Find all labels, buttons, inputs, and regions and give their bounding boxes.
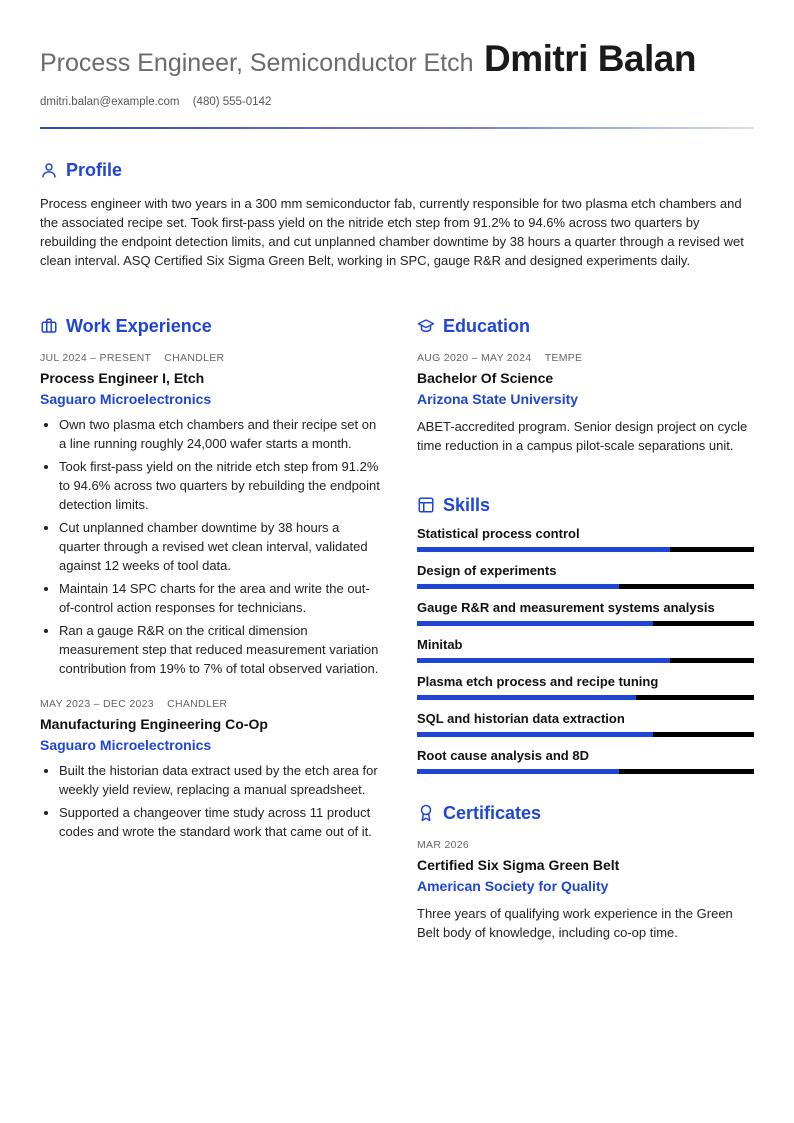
skill-item — [417, 600, 754, 637]
bullet-item: • Took first-pass yield on the nitride etch step from 91.2% to 94.6% across two quarters by rebuilding the endpoint detection limits. — [59, 457, 380, 514]
bullet-item: • Ran a gauge R&R on the critical dimension measurement step that reduced measurement variation contribution from 19% to 7% of total observed variation. — [59, 621, 380, 678]
skill-name: Gauge R&R and measurement systems analysis — [417, 600, 715, 615]
skill-bar-fill — [417, 584, 619, 589]
skill-item — [417, 674, 754, 711]
certificates-title: Certificates — [443, 802, 542, 823]
job-title: Manufacturing Engineering Co-Op — [40, 716, 268, 732]
job-location: CHANDLER — [164, 352, 225, 364]
skill-bar — [417, 584, 754, 589]
job-meta — [40, 352, 380, 364]
skill-name: Minitab — [417, 637, 463, 652]
certificates-section — [417, 801, 754, 942]
skills-heading — [417, 493, 754, 517]
bullet-item: • Supported a changeover time study across 11 product codes and wrote the standard work that came out of it. — [59, 803, 380, 841]
skill-name: SQL and historian data extraction — [417, 711, 625, 726]
layout-icon — [417, 496, 435, 514]
bullet-item: • Built the historian data extract used by the etch area for weekly yield review, replacing a manual spreadsheet. — [59, 761, 380, 799]
skill-item — [417, 748, 754, 785]
skill-bar — [417, 769, 754, 774]
skill-item — [417, 711, 754, 748]
skill-name: Root cause analysis and 8D — [417, 748, 589, 763]
candidate-name: Dmitri Balan — [484, 38, 696, 79]
job-entry — [40, 352, 380, 678]
skill-name: Design of experiments — [417, 563, 557, 578]
education-dates: AUG 2020 – MAY 2024 — [417, 352, 532, 364]
skill-item — [417, 637, 754, 674]
graduation-cap-icon — [417, 317, 435, 335]
skill-bar-fill — [417, 547, 670, 552]
job-title: Process Engineer I, Etch — [40, 370, 205, 386]
skill-name: Plasma etch process and recipe tuning — [417, 674, 659, 689]
education-meta — [417, 352, 754, 364]
certificate-issuer: American Society for Quality — [417, 878, 609, 894]
company-name: Saguaro Microelectronics — [40, 737, 212, 753]
right-column — [417, 314, 754, 942]
profile-title: Profile — [66, 159, 123, 180]
certificate-entry — [417, 839, 754, 942]
skill-bar — [417, 732, 754, 737]
user-icon — [40, 161, 58, 179]
certificate-name: Certified Six Sigma Green Belt — [417, 857, 620, 873]
education-title: Education — [443, 315, 531, 336]
education-location: TEMPE — [544, 352, 583, 364]
job-meta — [40, 698, 380, 710]
job-dates: JUL 2024 – PRESENT — [40, 352, 152, 364]
school-name: Arizona State University — [417, 391, 579, 407]
header-divider — [40, 127, 754, 129]
certificates-heading — [417, 801, 754, 825]
degree: Bachelor Of Science — [417, 370, 554, 386]
profile-summary: Process engineer with two years in a 300 mm semiconductor fab, currently responsible for two plasma etch chambers and the associated recipe set. Took first-pass yield on the nitride etch step from 91.2% to 94.6% across two quarters by rebuilding the endpoint detection limits, and cut unplanned chamber downtime by 38 hours a quarter through a revised wet clean interval. ASQ Certified Six Sigma Green Belt, working in SPC, gauge R&R and designed experiments daily. — [40, 196, 744, 268]
job-location: CHANDLER — [167, 698, 228, 710]
education-heading — [417, 314, 754, 338]
skill-item — [417, 563, 754, 600]
skill-bar-fill — [417, 658, 670, 663]
phone: (480) 555-0142 — [192, 96, 272, 108]
education-description: ABET-accredited program. Senior design project on cycle time reduction in a campus pilot-scale separations unit. — [417, 419, 748, 453]
skill-bar-fill — [417, 769, 619, 774]
skill-item — [417, 526, 754, 563]
job-entry — [40, 698, 380, 841]
award-icon — [417, 804, 435, 822]
skill-bar — [417, 621, 754, 626]
left-column — [40, 314, 380, 845]
profile-section — [40, 158, 754, 270]
skill-bar — [417, 658, 754, 663]
skill-name: Statistical process control — [417, 526, 580, 541]
education-entry — [417, 352, 754, 455]
experience-heading — [40, 314, 380, 338]
contact-line — [40, 96, 271, 108]
experience-title: Work Experience — [66, 315, 212, 336]
bullet-item: • Cut unplanned chamber downtime by 38 hours a quarter through a revised wet clean interval, validated against 12 weeks of tool data. — [59, 518, 380, 575]
job-bullets — [40, 761, 380, 841]
skill-bar — [417, 695, 754, 700]
skills-title: Skills — [443, 494, 491, 515]
profile-heading — [40, 158, 754, 182]
bullet-item: • Own two plasma etch chambers and their recipe set on a line running roughly 24,000 wafer starts a month. — [59, 415, 380, 453]
resume-header — [40, 38, 754, 80]
job-bullets — [40, 415, 380, 678]
skill-bar-fill — [417, 695, 636, 700]
job-role: Process Engineer, Semiconductor Etch — [40, 49, 474, 77]
briefcase-icon — [40, 317, 58, 335]
certificate-date: MAR 2026 — [417, 839, 470, 851]
job-dates: MAY 2023 – DEC 2023 — [40, 698, 154, 710]
skill-bar — [417, 547, 754, 552]
skill-list — [417, 526, 754, 785]
company-name: Saguaro Microelectronics — [40, 391, 212, 407]
email: dmitri.balan@example.com — [40, 96, 180, 108]
skill-bar-fill — [417, 732, 653, 737]
skills-section — [417, 493, 754, 785]
bullet-item: • Maintain 14 SPC charts for the area and write the out-of-control action responses for technicians. — [59, 579, 380, 617]
certificate-description: Three years of qualifying work experience in the Green Belt body of knowledge, including co-op time. — [417, 906, 733, 940]
skill-bar-fill — [417, 621, 653, 626]
